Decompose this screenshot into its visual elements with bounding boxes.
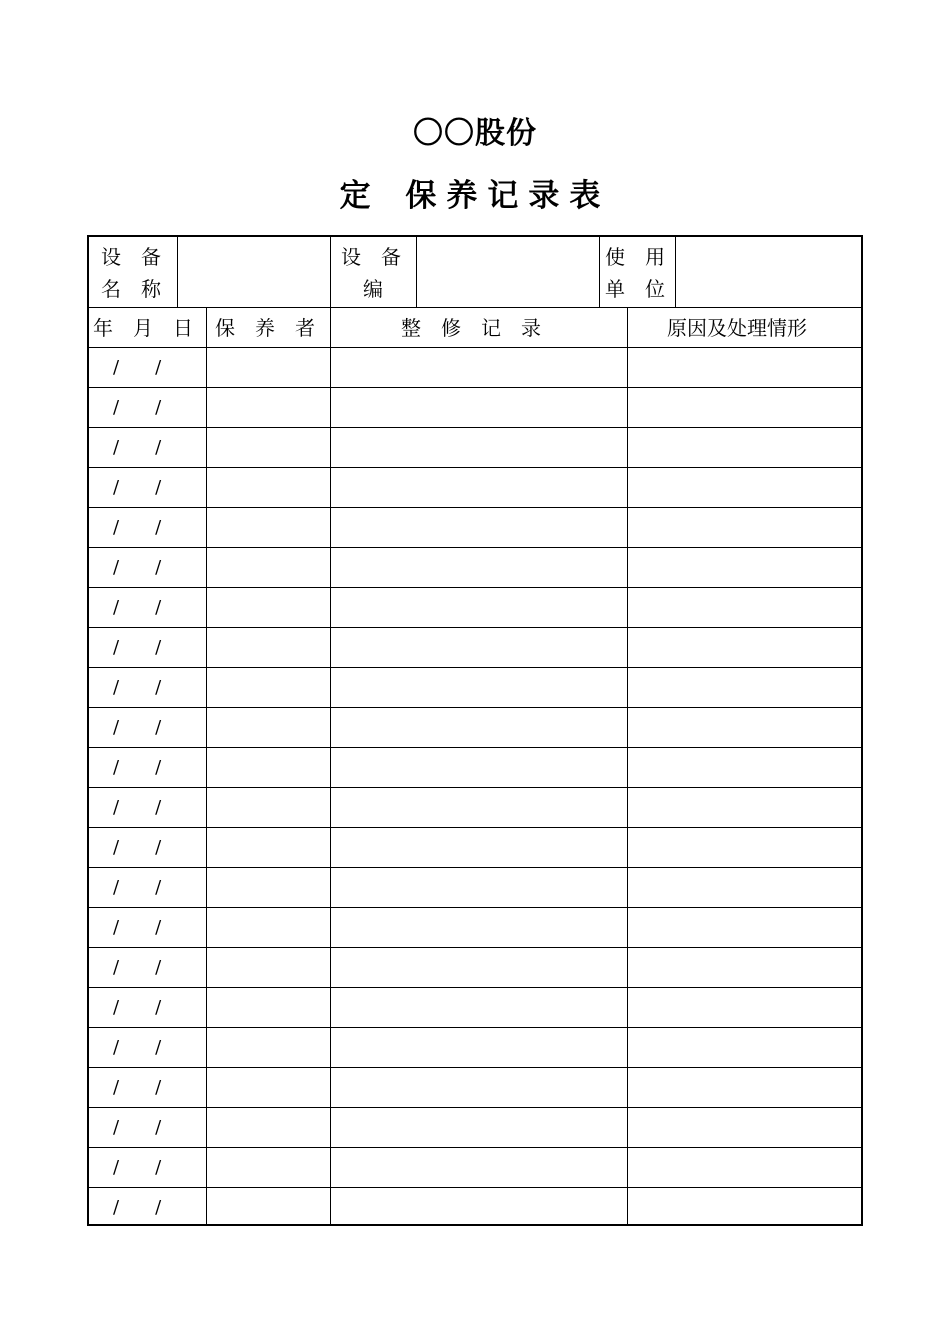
date-cell[interactable]: / / bbox=[113, 717, 162, 738]
table-row bbox=[89, 468, 861, 508]
equipment-name-label-line2: 名 称 bbox=[101, 277, 161, 301]
maintainer-cell[interactable] bbox=[207, 708, 330, 748]
form-title: 定 保养记录表 bbox=[339, 178, 611, 214]
table-row bbox=[89, 1108, 861, 1148]
record-cell[interactable] bbox=[331, 668, 627, 708]
record-cell[interactable] bbox=[331, 948, 627, 988]
record-cell[interactable] bbox=[331, 1068, 627, 1108]
maintainer-cell[interactable] bbox=[207, 948, 330, 988]
table-row bbox=[89, 1068, 861, 1108]
reason-cell[interactable] bbox=[628, 628, 861, 668]
maintainer-cell[interactable] bbox=[207, 1028, 330, 1068]
reason-cell[interactable] bbox=[628, 1188, 861, 1228]
col-header-record: 整 修 记 录 bbox=[401, 316, 541, 340]
date-cell[interactable]: / / bbox=[113, 877, 162, 898]
date-cell[interactable]: / / bbox=[113, 517, 162, 538]
reason-cell[interactable] bbox=[628, 748, 861, 788]
date-cell[interactable]: / / bbox=[113, 1037, 162, 1058]
maintainer-cell[interactable] bbox=[207, 628, 330, 668]
date-cell[interactable]: / / bbox=[113, 1157, 162, 1178]
date-cell[interactable]: / / bbox=[113, 637, 162, 658]
reason-cell[interactable] bbox=[628, 668, 861, 708]
reason-cell[interactable] bbox=[628, 868, 861, 908]
record-cell[interactable] bbox=[331, 1108, 627, 1148]
divider bbox=[675, 237, 676, 307]
record-cell[interactable] bbox=[331, 1148, 627, 1188]
maintainer-cell[interactable] bbox=[207, 1148, 330, 1188]
table-row bbox=[89, 1028, 861, 1068]
maintainer-cell[interactable] bbox=[207, 1108, 330, 1148]
table-row bbox=[89, 748, 861, 788]
date-cell[interactable]: / / bbox=[113, 437, 162, 458]
maintainer-cell[interactable] bbox=[207, 348, 330, 388]
date-cell[interactable]: / / bbox=[113, 757, 162, 778]
unit-field[interactable] bbox=[676, 237, 861, 307]
divider bbox=[599, 237, 600, 307]
table-row bbox=[89, 508, 861, 548]
record-cell[interactable] bbox=[331, 708, 627, 748]
maintainer-cell[interactable] bbox=[207, 468, 330, 508]
record-cell[interactable] bbox=[331, 1028, 627, 1068]
reason-cell[interactable] bbox=[628, 908, 861, 948]
date-cell[interactable]: / / bbox=[113, 1197, 162, 1218]
reason-cell[interactable] bbox=[628, 788, 861, 828]
table-row bbox=[89, 868, 861, 908]
record-cell[interactable] bbox=[331, 428, 627, 468]
table-row bbox=[89, 1188, 861, 1228]
date-cell[interactable]: / / bbox=[113, 957, 162, 978]
record-cell[interactable] bbox=[331, 628, 627, 668]
table-row bbox=[89, 708, 861, 748]
table-row bbox=[89, 388, 861, 428]
maintainer-cell[interactable] bbox=[207, 588, 330, 628]
maintainer-cell[interactable] bbox=[207, 1068, 330, 1108]
table-row bbox=[89, 828, 861, 868]
date-cell[interactable]: / / bbox=[113, 917, 162, 938]
record-cell[interactable] bbox=[331, 508, 627, 548]
reason-cell[interactable] bbox=[628, 508, 861, 548]
table-row bbox=[89, 668, 861, 708]
maintainer-cell[interactable] bbox=[207, 508, 330, 548]
equipment-no-label-line2: 编 bbox=[363, 277, 383, 301]
table-row bbox=[89, 428, 861, 468]
maintainer-cell[interactable] bbox=[207, 1188, 330, 1228]
record-cell[interactable] bbox=[331, 908, 627, 948]
maintainer-cell[interactable] bbox=[207, 428, 330, 468]
reason-cell[interactable] bbox=[628, 468, 861, 508]
date-cell[interactable]: / / bbox=[113, 357, 162, 378]
record-cell[interactable] bbox=[331, 748, 627, 788]
table-row bbox=[89, 908, 861, 948]
date-cell[interactable]: / / bbox=[113, 597, 162, 618]
maintainer-cell[interactable] bbox=[207, 668, 330, 708]
table-row bbox=[89, 988, 861, 1028]
record-cell[interactable] bbox=[331, 828, 627, 868]
record-cell[interactable] bbox=[331, 868, 627, 908]
date-cell[interactable]: / / bbox=[113, 677, 162, 698]
record-cell[interactable] bbox=[331, 468, 627, 508]
col-header-maintainer: 保 养 者 bbox=[215, 316, 315, 340]
unit-label-line1: 使 用 bbox=[605, 245, 665, 269]
maintainer-cell[interactable] bbox=[207, 828, 330, 868]
maintenance-record-table bbox=[87, 235, 863, 1226]
equipment-name-label-line1: 设 备 bbox=[101, 245, 161, 269]
table-row bbox=[89, 1148, 861, 1188]
date-cell[interactable]: / / bbox=[113, 397, 162, 418]
record-cell[interactable] bbox=[331, 1188, 627, 1228]
table-row bbox=[89, 788, 861, 828]
record-cell[interactable] bbox=[331, 388, 627, 428]
reason-cell[interactable] bbox=[628, 828, 861, 868]
record-cell[interactable] bbox=[331, 548, 627, 588]
reason-cell[interactable] bbox=[628, 388, 861, 428]
divider bbox=[330, 237, 331, 307]
maintainer-cell[interactable] bbox=[207, 548, 330, 588]
maintainer-cell[interactable] bbox=[207, 788, 330, 828]
reason-cell[interactable] bbox=[628, 548, 861, 588]
date-cell[interactable]: / / bbox=[113, 1117, 162, 1138]
col-header-reason: 原因及处理情形 bbox=[667, 316, 807, 340]
company-name: 〇〇股份 bbox=[413, 116, 537, 151]
date-cell[interactable]: / / bbox=[113, 837, 162, 858]
reason-cell[interactable] bbox=[628, 1028, 861, 1068]
record-cell[interactable] bbox=[331, 988, 627, 1028]
date-cell[interactable]: / / bbox=[113, 797, 162, 818]
table-row bbox=[89, 348, 861, 388]
table-row bbox=[89, 588, 861, 628]
reason-cell[interactable] bbox=[628, 428, 861, 468]
date-cell[interactable]: / / bbox=[113, 997, 162, 1018]
unit-label-line2: 单 位 bbox=[605, 277, 665, 301]
reason-cell[interactable] bbox=[628, 588, 861, 628]
date-cell[interactable]: / / bbox=[113, 477, 162, 498]
maintainer-cell[interactable] bbox=[207, 908, 330, 948]
divider bbox=[177, 237, 178, 307]
reason-cell[interactable] bbox=[628, 1148, 861, 1188]
equipment-no-label-line1: 设 备 bbox=[341, 245, 401, 269]
table-row bbox=[89, 628, 861, 668]
table-row bbox=[89, 548, 861, 588]
reason-cell[interactable] bbox=[628, 948, 861, 988]
record-cell[interactable] bbox=[331, 788, 627, 828]
date-cell[interactable]: / / bbox=[113, 1077, 162, 1098]
col-header-date: 年 月 日 bbox=[93, 316, 193, 340]
equipment-no-field[interactable] bbox=[417, 237, 599, 307]
divider bbox=[416, 237, 417, 307]
maintainer-cell[interactable] bbox=[207, 388, 330, 428]
maintainer-cell[interactable] bbox=[207, 988, 330, 1028]
reason-cell[interactable] bbox=[628, 1068, 861, 1108]
equipment-name-field[interactable] bbox=[178, 237, 330, 307]
date-cell[interactable]: / / bbox=[113, 557, 162, 578]
reason-cell[interactable] bbox=[628, 988, 861, 1028]
record-cell[interactable] bbox=[331, 348, 627, 388]
reason-cell[interactable] bbox=[628, 348, 861, 388]
record-cell[interactable] bbox=[331, 588, 627, 628]
maintainer-cell[interactable] bbox=[207, 748, 330, 788]
maintainer-cell[interactable] bbox=[207, 868, 330, 908]
table-row bbox=[89, 948, 861, 988]
reason-cell[interactable] bbox=[628, 1108, 861, 1148]
reason-cell[interactable] bbox=[628, 708, 861, 748]
